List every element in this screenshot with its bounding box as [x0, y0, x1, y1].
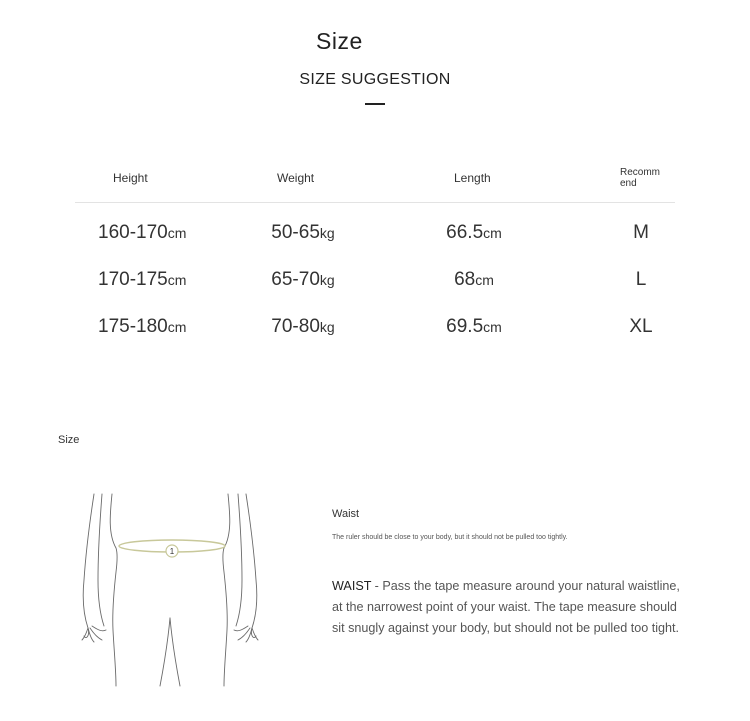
waist-title: Waist — [332, 508, 360, 520]
header-recommend: Recommend — [620, 167, 661, 189]
length-unit: cm — [483, 319, 502, 335]
weight-unit: kg — [319, 225, 335, 241]
body-outline-icon — [72, 490, 268, 690]
length-value: 69.5 — [446, 316, 484, 337]
height-value: 170-175 — [98, 269, 168, 290]
heading-underline — [365, 103, 385, 105]
cell-length — [440, 269, 508, 291]
waist-description — [332, 576, 684, 639]
weight-value: 70-80 — [271, 316, 320, 337]
height-unit: cm — [167, 225, 187, 241]
header-length: Length — [454, 171, 491, 185]
weight-value: 50-65 — [271, 222, 320, 243]
header-height: Height — [113, 171, 148, 185]
height-value: 175-180 — [98, 316, 168, 337]
height-unit: cm — [167, 319, 187, 335]
marker-number: 1 — [169, 547, 175, 556]
cell-height — [98, 269, 186, 291]
weight-unit: kg — [319, 272, 335, 288]
weight-unit: kg — [319, 319, 335, 335]
cell-weight — [266, 269, 340, 291]
cell-length — [440, 316, 508, 338]
size-section-label: Size — [58, 434, 80, 446]
waist-note: The ruler should be close to your body, but it should not be pulled too tightly. — [332, 534, 568, 541]
length-value: 66.5 — [446, 222, 484, 243]
cell-size: M — [633, 222, 649, 243]
cell-length — [440, 222, 508, 244]
weight-value: 65-70 — [271, 269, 320, 290]
page-title: Size — [316, 28, 363, 54]
length-value: 68 — [454, 269, 476, 290]
header-weight: Weight — [277, 171, 315, 185]
height-value: 160-170 — [98, 222, 168, 243]
cell-weight — [266, 222, 340, 244]
cell-height — [98, 222, 186, 244]
table-divider — [75, 202, 675, 203]
waist-keyword: WAIST — [332, 579, 372, 593]
cell-height — [98, 316, 186, 338]
length-unit: cm — [475, 272, 494, 288]
cell-weight — [266, 316, 340, 338]
size-suggestion-heading: SIZE SUGGESTION — [299, 71, 451, 88]
length-unit: cm — [483, 225, 502, 241]
cell-size: XL — [629, 316, 653, 337]
height-unit: cm — [167, 272, 187, 288]
cell-size: L — [635, 269, 647, 290]
waist-description-text: - Pass the tape measure around your natural waistline, at the narrowest point of your waist. The tape measure should sit snugly against your body, but should not be pulled too tight. — [332, 579, 680, 635]
